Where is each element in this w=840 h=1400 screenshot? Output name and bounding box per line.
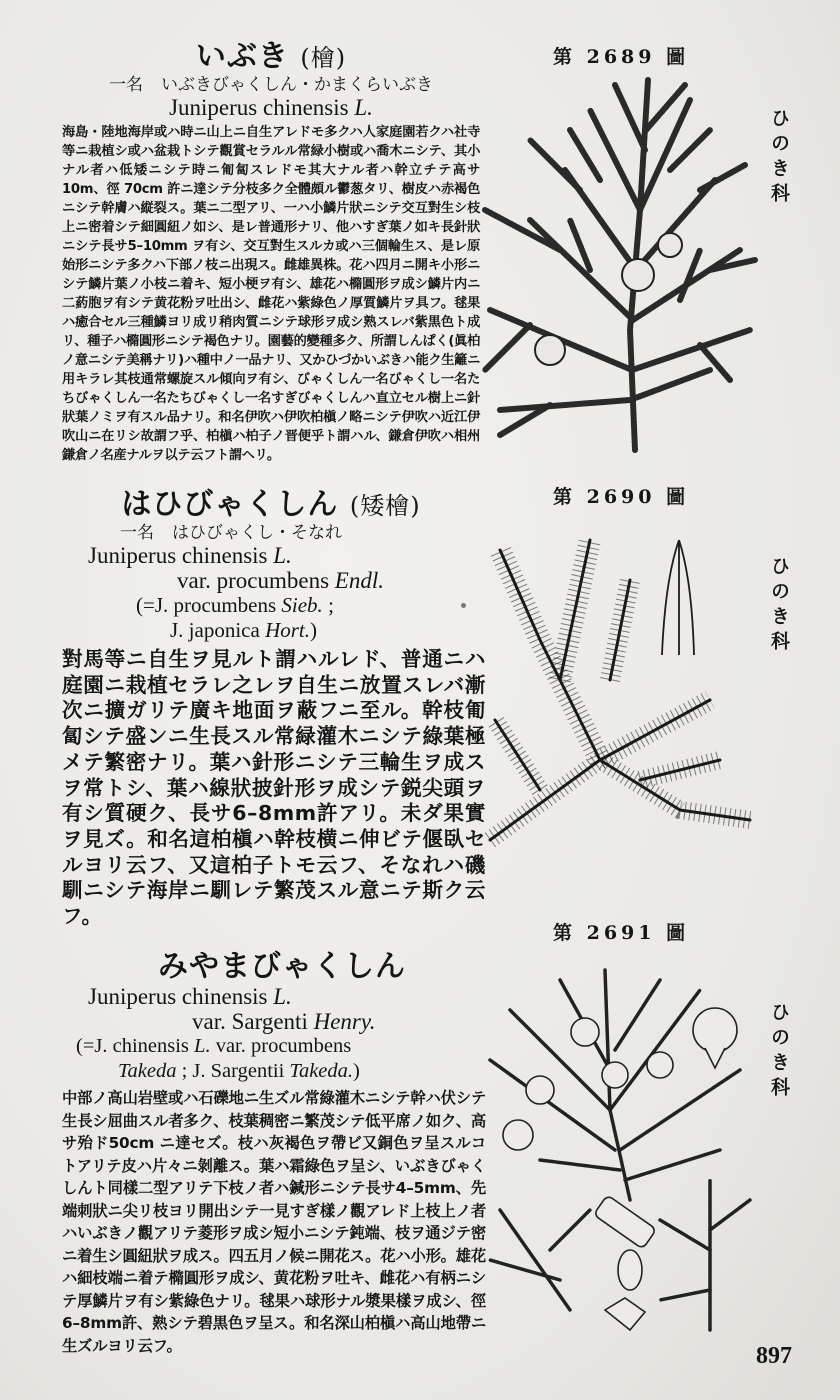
synonym-tail: ) xyxy=(310,618,317,642)
latin-name: Juniperus chinensis xyxy=(169,95,355,120)
family-label: ひのき科 xyxy=(768,108,790,208)
alias-text: はひびゃくし・そなれ xyxy=(172,523,342,543)
family-label: ひのき科 xyxy=(768,556,790,656)
entry-description: 對馬等ニ自生ヲ見ルト謂ハルレド、普通ニハ庭園ニ栽植セラレ之レヲ自生ニ放置スレバ漸次ニ擴ガリテ廣キ地面ヲ蔽フニ至ル。幹枝匍匐シテ盛ンニ生長スル常緑灌木ニシテ綠葉極メテ繁密ナリ。葉ハ針形ニシテ三輪生ヲ成スヲ常トシ、葉ハ線狀披針形ヲ成シテ鋭尖頭ヲ有シ質硬ク、長サ6–8mm許アリ。未ダ果實ヲ見ズ。和名這柏槇ハ幹枝横ニ伸ビテ偃臥セルヨリ云フ、又這柏子トモ云フ、そなれハ磯馴ニシテ海岸ニ馴レテ繁茂スル意ニテ斯ク云フ。 xyxy=(62,647,486,929)
synonym-text: (=J. procumbens xyxy=(136,593,282,617)
entry-title-kanji: (矮檜) xyxy=(349,492,421,520)
latin-author: L. xyxy=(273,543,292,568)
figure-label-2690: 第 2690 圖 xyxy=(553,486,690,508)
entry-description: 中部ノ高山岩壁或ハ石礫地ニ生ズル常綠灌木ニシテ幹ハ伏シテ生長シ屈曲スル者多ク、枝葉稠密ニ繁茂シテ低平席ノ如ク、高サ殆ド50cm ニ達セズ。枝ハ灰褐色ヲ帶ビ又銅色ヲ呈スルコトアリテ皮ハ片々ニ剝離ス。葉ハ霜綠色ヲ呈シ、いぶきびゃくしんト同樣二型アリテ下枝ノ者ハ鍼形ニシテ長サ4–5mm、先端刺狀ニ尖リ枝ヨリ開出シテ一見すぎ樣ノ觀アレド上枝上ノ者ハいぶきノ觀アリテ菱形ヲ成シ短小ニシテ鈍端、枝ヲ通ジテ密ニ着生シ圓紐狀ヲ成ス。四五月ノ候ニ開花ス。花ハ小形。雄花ハ細枝端ニ着テ橢圓形ヲ成シ、黄花粉ヲ吐キ、雌花ハ有柄ニシテ厚鱗片ヲ有シ紫綠色ナリ。毬果ハ球形ナル漿果樣ヲ成シ、徑6–8mm許、熟シテ碧黒色ヲ呈ス。和名深山柏槇ハ高山地帶ニ生ズルヨリ云フ。 xyxy=(62,1089,486,1355)
synonym-tail: var. procumbens xyxy=(210,1035,352,1057)
page-number: 897 xyxy=(756,1343,792,1369)
entry-title-kana: はひびゃくしん xyxy=(121,487,339,522)
synonym-author: Hort. xyxy=(265,618,310,642)
entry-title xyxy=(62,40,480,75)
scientific-name xyxy=(62,984,480,1009)
latin-author: L. xyxy=(273,984,292,1009)
entry-title xyxy=(62,950,480,984)
synonym-line xyxy=(62,593,480,618)
entry-description: 海島・陸地海岸或ハ時ニ山上ニ自生アレドモ多クハ人家庭園若クハ社寺等ニ栽植シ或ハ盆栽トシテ觀賞セラルル常緑小樹或ハ喬木ニシテ、其小ナル者ハ低矮ニシテ時ニ匍匐スレドモ其大ナル者ハ幹立チテ高サ 10m、徑 70cm 許ニ達シテ分枝多ク全體頗ル鬱葱タリ、樹皮ハ赤褐色ニシテ幹膚ハ縦裂ス。葉ニ二型アリ、一ハ小鱗片狀ニシテ交互對生シ枝上ニ密着シテ細圓紐ノ如シ、是レ普通形ナリ、他ハすぎ葉ノ如キ長針狀ニシテ長サ5–10mm ヲ有シ、交互對生スルカ或ハ三個輪生ス、是レ原始形ニシテ多クハ下部ノ枝ニ出現ス。雌雄異株。花ハ四月ニ開キ小形ニシテ鱗片葉ノ小枝ニ着キ、短小梗ヲ有シ、雄花ハ橢圓形ヲ成シ鱗片内ニ二葯胞ヲ有シテ黄花粉ヲ吐出シ、雌花ハ紫綠色ノ厚質鱗片ヲ具フ。毬果ハ癒合セル三種鱗ヨリ成リ稍肉質ニシテ球形ヲ成シ熟スレバ紫黒色ト成リ、種子ハ橢圓形ニシテ褐色ナリ。園藝的變種多ク、所謂しんぱく(眞柏ノ意ニシテ美稱ナリ)ハ種中ノ一品ナリ、又かひづかいぶきハ能ク生籬ニ用キラレ其枝通常螺旋スル傾向ヲ有シ、びゃくしん一名びゃくし一名たちびゃくしん一名たちびゃくし一名すぎびゃくしんハ直立セル樹上ニ針狀葉ノミヲ有スル品ナリ。和名伊吹ハ伊吹柏槇ノ略ニシテ伊吹ハ近江伊吹山ニ在リシ故謂フ乎、柏槇ハ柏子ノ晋便乎ト謂ハル、鎌倉伊吹ハ相州鎌倉ノ名産ナルヲ以テ云フト謂ヘリ。 xyxy=(62,125,480,463)
entry-title-kana: みやまびゃくしん xyxy=(158,949,406,984)
synonym-tail: ; xyxy=(322,593,334,617)
entry-title xyxy=(62,488,480,523)
alias-label: 一名 xyxy=(109,75,143,95)
synonym-author: Takeda. xyxy=(289,1060,354,1082)
scientific-name xyxy=(62,543,480,568)
entry-haibyakushin xyxy=(62,487,486,930)
synonym-author: Sieb. xyxy=(281,593,323,617)
variety-author: Henry. xyxy=(313,1009,376,1034)
figure-label-2689: 第 2689 圖 xyxy=(553,46,690,68)
entry-alias xyxy=(62,75,480,95)
juniper-procumbens-illustration xyxy=(480,520,770,860)
synonym-line xyxy=(62,1059,480,1084)
scientific-variety xyxy=(62,568,480,593)
figure-label-2691: 第 2691 圖 xyxy=(553,922,690,944)
entry-title-kanji: (檜) xyxy=(300,44,347,72)
entry-ibuki xyxy=(62,40,480,465)
scientific-variety xyxy=(62,1009,480,1034)
print-speck xyxy=(461,603,466,608)
juniper-branch-illustration xyxy=(470,70,770,460)
entry-alias xyxy=(62,523,480,543)
synonym-text: ; J. Sargentii xyxy=(176,1060,290,1082)
synonym-line xyxy=(62,1034,480,1059)
variety-name: var. procumbens xyxy=(177,568,335,593)
synonym-text: J. japonica xyxy=(170,618,266,642)
alias-label: 一名 xyxy=(120,523,154,543)
alias-text: いぶきびゃくしん・かまくらいぶき xyxy=(161,75,433,95)
family-label: ひのき科 xyxy=(768,1002,790,1102)
latin-author: L. xyxy=(354,95,373,120)
latin-name: Juniperus chinensis xyxy=(88,984,274,1009)
variety-author: Endl. xyxy=(334,568,384,593)
synonym-author: L. xyxy=(194,1035,211,1057)
variety-name: var. Sargenti xyxy=(192,1009,314,1034)
scientific-name xyxy=(62,95,480,120)
latin-name: Juniperus chinensis xyxy=(88,543,274,568)
synonym-author: Takeda xyxy=(118,1060,177,1082)
juniper-sargenti-illustration xyxy=(470,950,770,1340)
entry-miyamabyakushin xyxy=(62,949,486,1357)
synonym-line xyxy=(62,618,480,643)
entry-title-kana: いぶき xyxy=(195,39,289,74)
synonym-text: (=J. chinensis xyxy=(76,1035,195,1057)
synonym-tail: ) xyxy=(353,1060,360,1082)
